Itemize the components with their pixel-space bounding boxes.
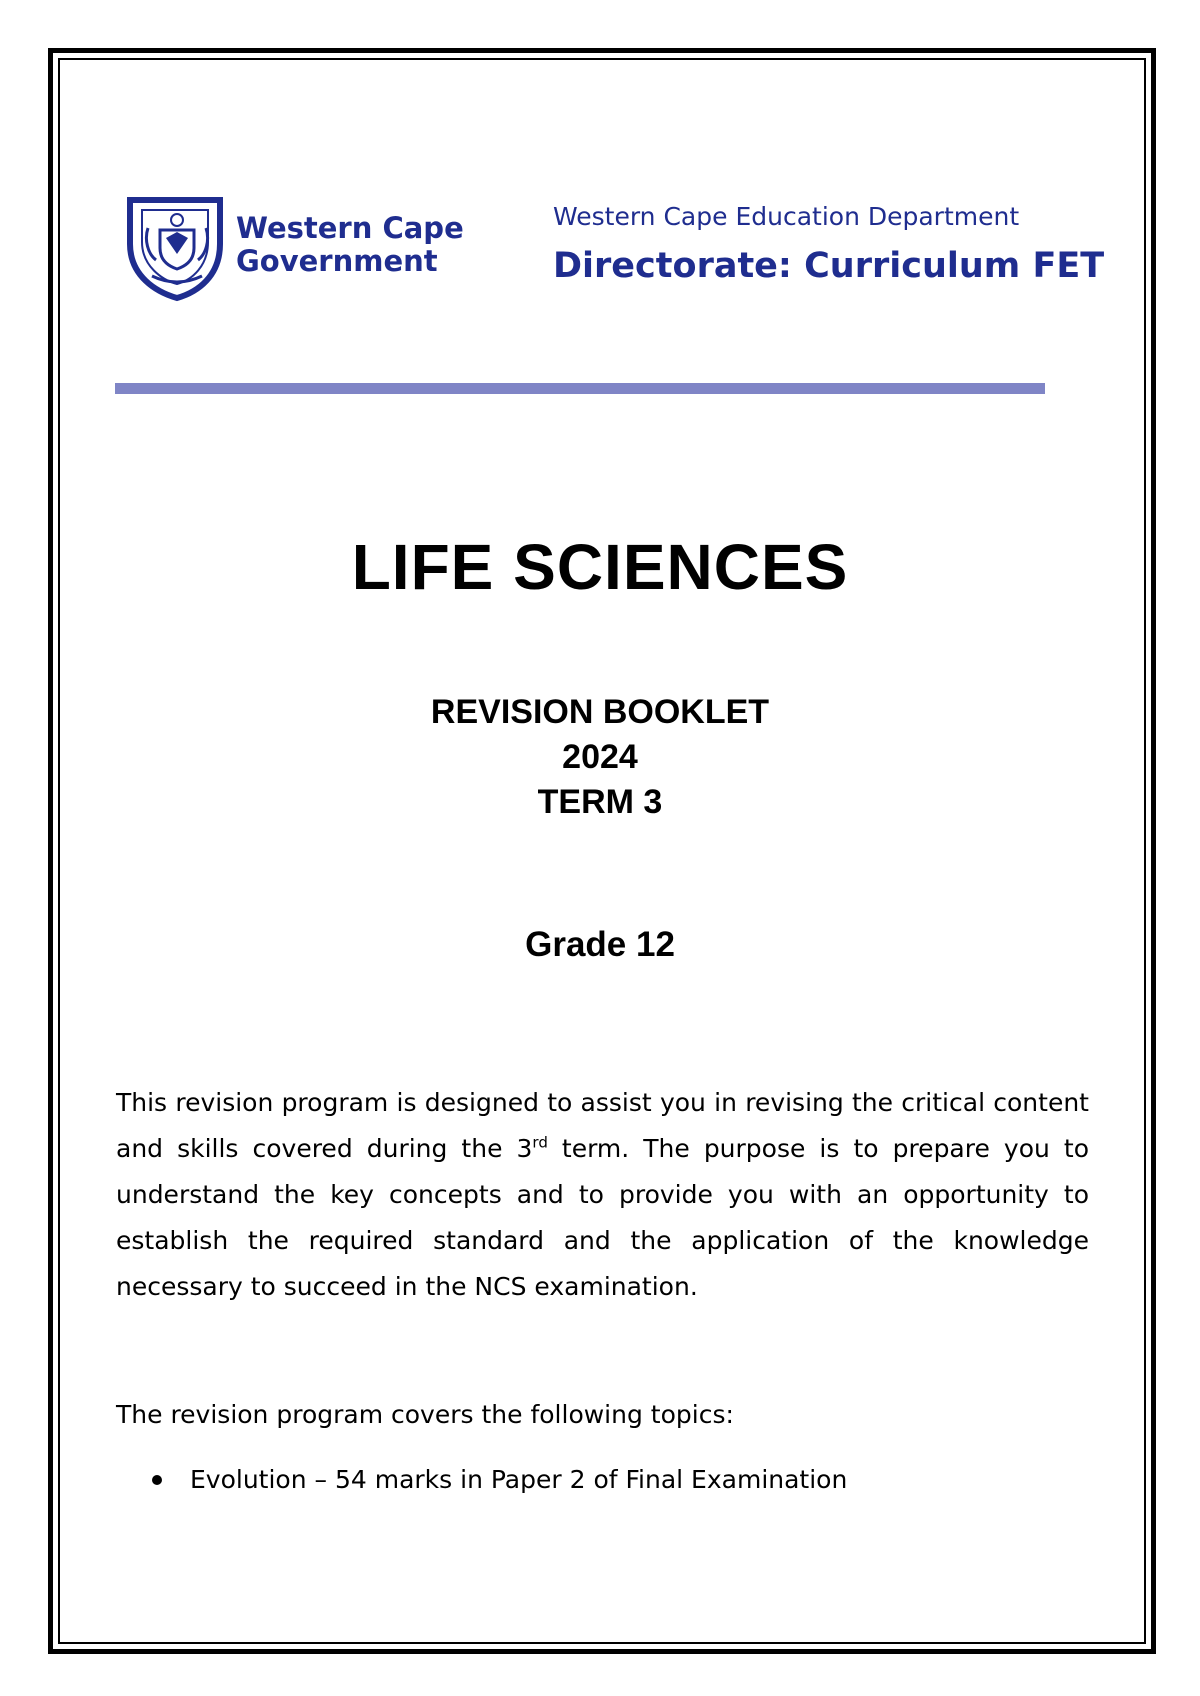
list-item: [152, 1465, 847, 1494]
grade-label: Grade 12: [525, 925, 675, 964]
page-title: LIFE SCIENCES: [351, 531, 849, 603]
intro-paragraph: [116, 1080, 1089, 1310]
topic-item-label: Evolution – 54 marks in Paper 2 of Final Examination: [190, 1465, 848, 1494]
government-name: [236, 212, 464, 278]
subtitle-year: 2024: [562, 738, 638, 776]
government-name-line1: Western Cape: [236, 211, 464, 245]
intro-text-part1: This revision program is designed to assist you in revising the critical content and skills covered during the 3: [116, 1088, 1089, 1163]
header-divider: [115, 383, 1045, 394]
intro-text-part2: term. The purpose is to prepare you to understand the key concepts and to provide you with an opportunity to establish the required standard and the application of the knowledge necessary to succeed in the NCS examination.: [116, 1134, 1089, 1301]
department-name: Western Cape Education Department: [553, 202, 1020, 231]
coat-of-arms-logo: [122, 192, 232, 302]
intro-superscript: rd: [532, 1133, 548, 1152]
government-name-line2: Government: [236, 244, 438, 278]
directorate-name: Directorate: Curriculum FET: [553, 246, 1105, 286]
subtitle-block: [0, 690, 1200, 825]
subtitle-booklet: REVISION BOOKLET: [430, 693, 770, 731]
topics-intro: The revision program covers the following topics:: [116, 1400, 734, 1429]
subtitle-term: TERM 3: [537, 783, 663, 821]
bullet-icon: [152, 1475, 162, 1485]
